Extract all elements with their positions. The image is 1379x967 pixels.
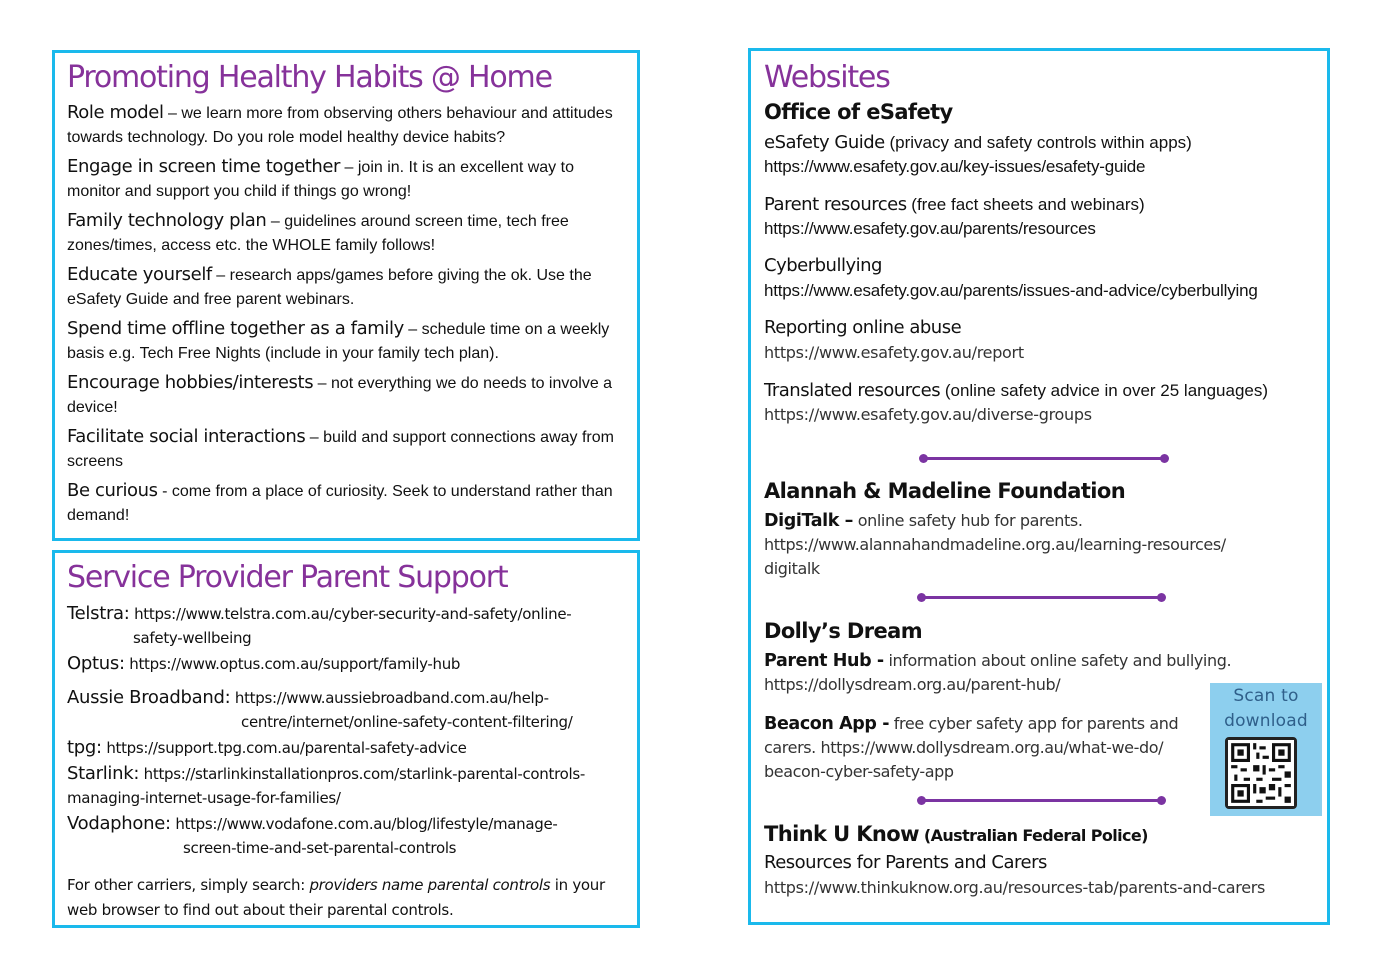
habit-item: Family technology plan – guidelines around screen time, tech free zones/times, access etc. the WHOLE family follows! <box>67 210 569 254</box>
esafety-guide-link[interactable]: https://www.esafety.gov.au/key-issues/esafety-guide <box>764 157 1146 176</box>
org-esafety: Office of eSafety <box>764 100 953 124</box>
translated-resources-link[interactable]: https://www.esafety.gov.au/diverse-groups <box>764 405 1092 424</box>
beacon-app-item: Beacon App - free cyber safety app for parents and <box>764 714 1179 734</box>
reporting-abuse-link[interactable]: https://www.esafety.gov.au/report <box>764 343 1024 362</box>
provider-link-cont[interactable]: centre/internet/online-safety-content-filtering/ <box>241 713 573 731</box>
provider-aussie-broadband: Aussie Broadband: https://www.aussiebroadband.com.au/help- <box>67 687 549 708</box>
provider-link[interactable]: https://www.optus.com.au/support/family-hub <box>129 655 461 673</box>
parent-hub-item: Parent Hub - information about online safety and bullying. <box>764 651 1232 671</box>
provider-starlink: Starlink: https://starlinkinstallationpros.com/starlink-parental-controls- <box>67 763 585 784</box>
websites-title: Websites <box>764 60 890 95</box>
section-divider <box>923 457 1165 460</box>
qr-caption-line2: download <box>1224 711 1308 731</box>
beacon-app-link-cont[interactable]: beacon-cyber-safety-app <box>764 762 954 781</box>
parent-hub-link[interactable]: https://dollysdream.org.au/parent-hub/ <box>764 675 1061 694</box>
habit-item: Encourage hobbies/interests – not everything we do needs to involve a device! <box>67 372 613 416</box>
habit-item: Facilitate social interactions – build and support connections away from screens <box>67 426 614 470</box>
qr-code-icon[interactable] <box>1225 737 1297 809</box>
org-alannah-madeline: Alannah & Madeline Foundation <box>764 479 1126 503</box>
habit-item: Engage in screen time together – join in. It is an excellent way to monitor and support you child if things go wrong! <box>67 156 574 200</box>
provider-link[interactable]: https://starlinkinstallationpros.com/starlink-parental-controls- <box>143 765 585 783</box>
beacon-app-link[interactable]: carers. https://www.dollysdream.org.au/what-we-do/ <box>764 738 1164 757</box>
translated-resources-item: Translated resources (online safety advice in over 25 languages) <box>764 380 1269 401</box>
digitalk-link-cont[interactable]: digitalk <box>764 559 820 578</box>
healthy-habits-panel <box>52 50 640 541</box>
provider-link-cont[interactable]: screen-time-and-set-parental-controls <box>183 839 457 857</box>
section-divider <box>921 596 1162 599</box>
qr-download-panel <box>1210 683 1322 816</box>
provider-link-cont[interactable]: safety-wellbeing <box>133 629 252 647</box>
provider-tpg: tpg: https://support.tpg.com.au/parental-safety-advice <box>67 737 467 758</box>
other-carriers-note: For other carriers, simply search: providers name parental controls in your web browser to find out about their parental controls. <box>67 876 605 919</box>
provider-optus: Optus: https://www.optus.com.au/support/family-hub <box>67 653 461 674</box>
org-thinkuknow: Think U Know (Australian Federal Police) <box>764 822 1148 846</box>
habits-title: Promoting Healthy Habits @ Home <box>67 60 552 95</box>
provider-telstra: Telstra: https://www.telstra.com.au/cyber-security-and-safety/online- <box>67 603 572 624</box>
provider-link[interactable]: https://support.tpg.com.au/parental-safety-advice <box>106 739 467 757</box>
provider-link[interactable]: https://www.telstra.com.au/cyber-security-and-safety/online- <box>134 605 572 623</box>
section-divider <box>921 799 1162 802</box>
qr-caption-line1: Scan to <box>1233 686 1299 706</box>
parent-resources-link[interactable]: https://www.esafety.gov.au/parents/resources <box>764 219 1096 238</box>
provider-vodaphone: Vodaphone: https://www.vodafone.com.au/blog/lifestyle/manage- <box>67 813 558 834</box>
parent-resources-item: Parent resources (free fact sheets and webinars) <box>764 194 1145 215</box>
esafety-guide-item: eSafety Guide (privacy and safety controls within apps) <box>764 132 1192 153</box>
provider-link[interactable]: https://www.aussiebroadband.com.au/help- <box>234 689 549 707</box>
org-dollys-dream: Dolly’s Dream <box>764 619 923 643</box>
digitalk-link[interactable]: https://www.alannahandmadeline.org.au/learning-resources/ <box>764 535 1226 554</box>
digitalk-item: DigiTalk – online safety hub for parents. <box>764 511 1083 531</box>
reporting-abuse-item: Reporting online abuse <box>764 317 962 338</box>
habit-item: Educate yourself – research apps/games before giving the ok. Use the eSafety Guide and free parent webinars. <box>67 264 592 308</box>
habit-item: Be curious - come from a place of curiosity. Seek to understand rather than demand! <box>67 480 613 524</box>
provider-link-cont[interactable]: managing-internet-usage-for-families/ <box>67 789 341 807</box>
providers-title: Service Provider Parent Support <box>67 560 508 595</box>
thinkuknow-link[interactable]: https://www.thinkuknow.org.au/resources-tab/parents-and-carers <box>764 878 1266 897</box>
thinkuknow-resources-item: Resources for Parents and Carers <box>764 852 1047 873</box>
habit-item: Spend time offline together as a family – schedule time on a weekly basis e.g. Tech Free Nights (include in your family tech plan). <box>67 318 610 362</box>
cyberbullying-link[interactable]: https://www.esafety.gov.au/parents/issues-and-advice/cyberbullying <box>764 281 1258 300</box>
service-provider-panel <box>52 550 640 928</box>
cyberbullying-item: Cyberbullying <box>764 255 882 276</box>
provider-link[interactable]: https://www.vodafone.com.au/blog/lifestyle/manage- <box>175 815 558 833</box>
habit-item: Role model – we learn more from observing others behaviour and attitudes towards technology. Do you role model healthy device habits? <box>67 102 613 146</box>
